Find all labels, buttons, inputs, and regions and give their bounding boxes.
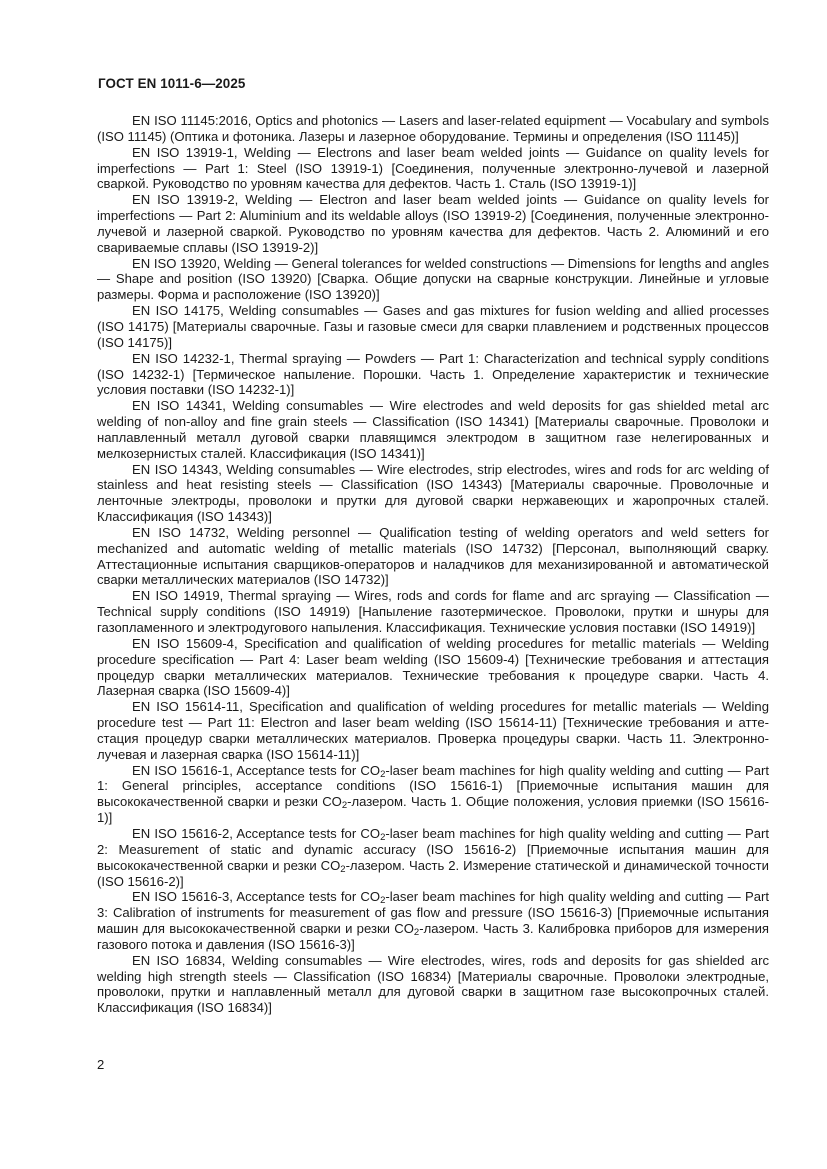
reference-entry: EN ISO 14732, Welding personnel — Qualification testing of welding operators and weld setters for mechanized and automatic welding of metallic materials (ISO 14732) [Персонал, выполняющий сварку. Аттестационные испытания сварщиков-операторов и наладчиков для механизированной и автоматической сварки металлических материалов (ISO 14732)] xyxy=(97,524,769,588)
reference-entry: EN ISO 14175, Welding consumables — Gases and gas mixtures for fusion welding and allied processes (ISO 14175) [Материалы сварочные. Газы и газовые смеси для сварки плавлением и родственных процессов (ISO 14175)] xyxy=(97,303,769,350)
reference-entry: EN ISO 11145:2016, Optics and photonics — Lasers and laser-related equipment — Vocabulary and symbols (ISO 11145) (Оптика и фотоника. Лазеры и лазерное оборудование. Термины и определения (ISO 11145)] xyxy=(97,113,769,144)
reference-entry: EN ISO 15609-4, Specification and qualification of welding procedures for metallic materials — Welding procedure specification — Part 4: Laser beam welding (ISO 15609-4) [Технические требования и аттестация процедур сварки металлических материалов. Технические требования к процедуре сварки. Часть 4. Лазерная сварка (ISO 15609-4)] xyxy=(97,635,769,699)
reference-entry: EN ISO 14232-1, Thermal spraying — Powders — Part 1: Characterization and technical sypply conditions (ISO 14232-1) [Термическое напыление. Порошки. Часть 1. Определение характеристик и технические условия поставки (ISO 14232-1)] xyxy=(97,350,769,398)
reference-entry: EN ISO 13919-1, Welding — Electrons and laser beam welded joints — Guidance on quality levels for imperfections — Part 1: Steel (ISO 13919-1) [Соединения, полученные электронно-лучевой и лазерной сваркой. Руководство по уровням качества для дефектов. Часть 1. Сталь (ISO 13919-1)] xyxy=(97,144,769,192)
normative-references-list xyxy=(97,113,769,1016)
reference-entry: EN ISO 15616-3, Acceptance tests for $CO_2$-laser beam machines for high quality welding and cutting — Part 3: Calibration of instruments for measurement of gas flow and pressure (ISO 15616-3) [Приемочные испытания машин для высококачественной сварки и резки $CO_2$-лазером. Часть 3. Калибровка приборов для измерения газового потока и давления (ISO 15616-3)] xyxy=(97,889,769,952)
reference-entry: EN ISO 16834, Welding consumables — Wire electrodes, wires, rods and deposits for gas shielded arc welding high strength steels — Classification (ISO 16834) [Материалы сварочные. Проволоки электродные, проволоки, прутки и наплавленный металл для дуговой сварки в защитном газе высокопрочных сталей. Классификация (ISO 16834)] xyxy=(97,952,769,1016)
reference-entry: EN ISO 15616-2, Acceptance tests for $CO_2$-laser beam machines for high quality welding and cutting — Part 2: Measurement of static and dynamic accuracy (ISO 15616-2) [Приемочные испытания машин для высококачественной сварки и резки $CO_2$-лазером. Часть 2. Измерение статической и динамической точности (ISO 15616-2)] xyxy=(97,825,769,889)
reference-entry: EN ISO 15616-1, Acceptance tests for $CO_2$-laser beam machines for high quality welding and cutting — Part 1: General principles, acceptance conditions (ISO 15616-1) [Приемочные испытания машин для высококачественной сварки и резки $CO_2$-лазером. Часть 1. Общие положения, условия приемки (ISO 15616-1)] xyxy=(97,762,769,826)
reference-entry: EN ISO 15614-11, Specification and qualification of welding procedures for metallic materials — Welding procedure test — Part 11: Electron and laser beam welding (ISO 15614-11) [Технические требования и аттестация процедур сварки металлических материалов. Проверка процедуры сварки. Часть 11. Электронно-лучевая и лазерная сварка (ISO 15614-11)] xyxy=(97,699,769,762)
reference-entry: EN ISO 14919, Thermal spraying — Wires, rods and cords for flame and arc spraying — Classification — Technical supply conditions (ISO 14919) [Напыление газотермическое. Проволоки, прутки и шнуры для газопламенного и электродугового напыления. Классификация. Технические условия поставки (ISO 14919)] xyxy=(97,588,769,635)
reference-entry: EN ISO 13919-2, Welding — Electron and laser beam welded joints — Guidance on quality levels for imperfections — Part 2: Aluminium and its weldable alloys (ISO 13919-2) [Соединения, полученные электронно-лучевой и лазерной сваркой. Руководство по уровням качества для дефектов. Часть 2. Алюминий и его свариваемые сплавы (ISO 13919-2)] xyxy=(97,192,769,255)
document-header: ГОСТ EN 1011-6—2025 xyxy=(98,76,246,91)
page-number: 2 xyxy=(97,1057,105,1072)
reference-entry: EN ISO 14343, Welding consumables — Wire electrodes, strip electrodes, wires and rods for arc welding of stainless and heat resisting steels — Classification (ISO 14343) [Материалы сварочные. Проволочные и ленточные электроды, проволоки и прутки для дуговой сварки нержавеющих и жаропрочных сталей. Классификация (ISO 14343)] xyxy=(97,461,769,525)
reference-entry: EN ISO 14341, Welding consumables — Wire electrodes and weld deposits for gas shielded metal arc welding of non-alloy and fine grain steels — Classification (ISO 14341) [Материалы сварочные. Проволоки и наплавленный металл дуговой сварки плавящимся электродом в защитном газе нелегированных и мелкозернистых сталей. Классификация (ISO 14341)] xyxy=(97,398,769,461)
reference-entry: EN ISO 13920, Welding — General tolerances for welded constructions — Dimensions for lengths and angles — Shape and position (ISO 13920) [Сварка. Общие допуски на сварные конструкции. Линейные и угловые размеры. Форма и расположение (ISO 13920)] xyxy=(97,255,769,303)
